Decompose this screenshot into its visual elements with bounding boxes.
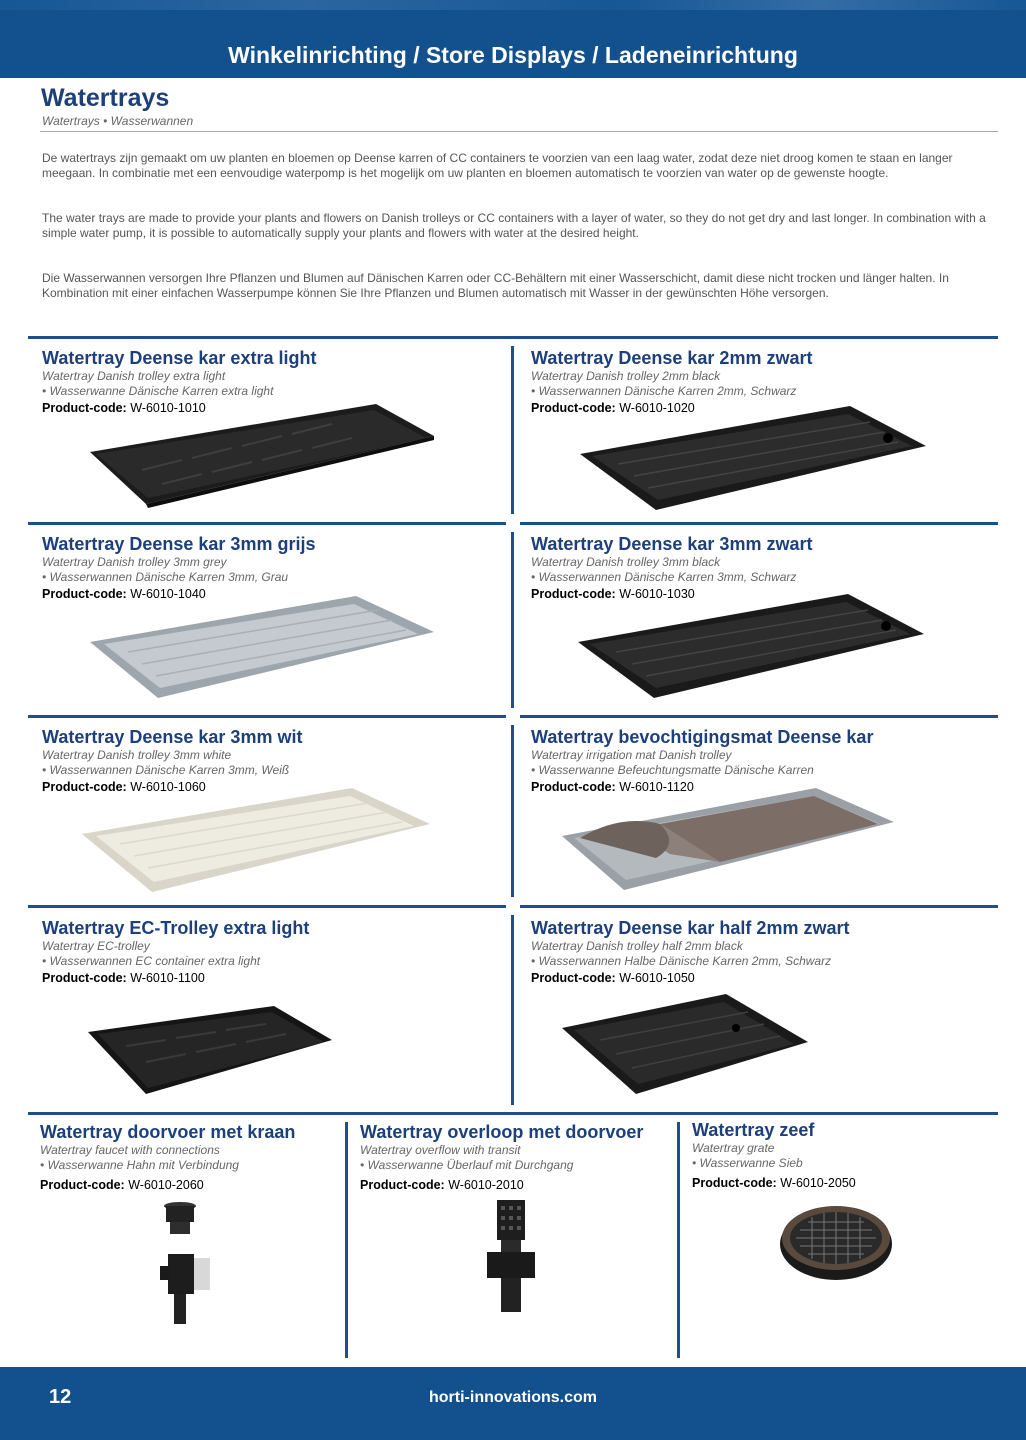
product-subtitle-de: • Wasserwanne Dänische Karren extra light [42,384,274,398]
product-code-label: Product-code: [531,780,616,794]
column-divider [511,346,514,514]
tray-white-image [80,784,435,896]
product-title: Watertray EC-Trolley extra light [42,918,310,938]
product-subtitle-de: • Wasserwanne Befeuchtungsmatte Dänische Karren [531,763,814,777]
product-card [42,918,309,985]
product-subtitle-en: Watertray Danish trolley 3mm white [42,748,232,762]
product-title: Watertray Deense kar 2mm zwart [531,348,813,368]
product-code: W-6010-1120 [619,780,694,794]
column-divider [511,725,514,897]
intro-english: The water trays are made to provide your plants and flowers on Danish trolleys or CC containers with a layer of water, so they do not get dry and last longer. In combination with a simple water pump, it is possible to automatically supply your plants and flowers with water at the desired height. [42,211,986,240]
tray-black-image [576,590,926,702]
product-subtitle-de: • Wasserwanne Hahn mit Verbindung [40,1158,239,1172]
page-number: 12 [49,1386,72,1408]
product-subtitle-en: Watertray Danish trolley extra light [42,369,226,383]
product-subtitle-en: Watertray Danish trolley half 2mm black [531,939,743,953]
product-code-label: Product-code: [692,1176,777,1190]
product-subtitle-de: • Wasserwanne Überlauf mit Durchgang [360,1158,574,1172]
product-subtitle-de: • Wasserwannen Dänische Karren 3mm, Schwarz [531,570,797,584]
product-code-line [40,1178,295,1192]
product-title: Watertray zeef [692,1120,815,1140]
product-subtitle-de: • Wasserwannen Halbe Dänische Karren 2mm, Schwarz [531,954,832,968]
section-divider [520,522,998,525]
product-title: Watertray overloop met doorvoer [360,1122,644,1142]
product-subtitle-en: Watertray grate [692,1141,775,1155]
footer-bar [0,1367,1026,1440]
product-code-label: Product-code: [42,971,127,985]
product-card [531,918,849,985]
product-code-label: Product-code: [531,971,616,985]
product-code: W-6010-2010 [448,1178,524,1192]
product-code: W-6010-1030 [619,587,695,601]
product-code: W-6010-1020 [619,401,695,415]
product-card [42,534,315,601]
product-subtitle-de: • Wasserwannen Dänische Karren 3mm, Grau [42,570,289,584]
product-code-label: Product-code: [531,401,616,415]
product-subtitle-de: • Wasserwannen EC container extra light [42,954,261,968]
product-code: W-6010-1040 [130,587,206,601]
product-subtitle-en: Watertray Danish trolley 3mm black [531,555,721,569]
product-code: W-6010-1100 [130,971,205,985]
product-code-label: Product-code: [42,780,127,794]
product-title: Watertray Deense kar extra light [42,348,317,368]
tray-grey-image [88,592,438,702]
product-code: W-6010-1060 [130,780,206,794]
tray-black-half-image [560,992,810,1096]
product-title: Watertray bevochtigingsmat Deense kar [531,727,874,747]
product-subtitle-en: Watertray Danish trolley 2mm black [531,369,721,383]
section-divider [28,1112,998,1115]
product-code-label: Product-code: [40,1178,125,1192]
section-divider [28,336,998,339]
header-bar [0,0,1026,78]
product-title: Watertray Deense kar 3mm wit [42,727,303,747]
page-title: Watertrays [41,84,170,112]
product-code-line [692,1176,856,1190]
column-divider [345,1122,348,1358]
product-code-line [42,971,309,985]
product-code: W-6010-1010 [130,401,206,415]
section-divider [520,905,998,908]
grate-image [778,1200,896,1282]
product-card [360,1122,643,1192]
column-divider [677,1122,680,1358]
header-title: Winkelinrichting / Store Displays / Ladeneinrichtung [228,42,798,68]
title-divider [40,131,998,132]
page-subtitle: Watertrays • Wasserwannen [42,114,194,128]
product-code-line [531,971,849,985]
product-subtitle-en: Watertray faucet with connections [40,1143,220,1157]
product-title: Watertray Deense kar half 2mm zwart [531,918,850,938]
column-divider [511,532,514,708]
product-code-label: Product-code: [531,587,616,601]
product-title: Watertray Deense kar 3mm zwart [531,534,813,554]
section-divider [28,715,506,718]
product-code: W-6010-1050 [619,971,695,985]
tray-black-thin-image [86,1004,336,1096]
product-code-line [360,1178,643,1192]
faucet-image [156,1200,216,1328]
product-subtitle-en: Watertray EC-trolley [42,939,150,953]
tray-mat-image [560,784,896,894]
website-link[interactable]: horti-innovations.com [429,1389,597,1406]
product-code-label: Product-code: [42,587,127,601]
product-card [40,1122,295,1192]
header-decoration [0,0,1026,10]
product-code: W-6010-2060 [128,1178,204,1192]
section-divider [28,905,506,908]
tray-black-thin-image [82,400,442,510]
intro-german: Die Wasserwannen versorgen Ihre Pflanzen und Blumen auf Dänischen Karren oder CC-Behältern mit einer Wasserschicht, damit diese nicht trocken und länger halten. In Kombination mit einer einfachen Wasserpumpe können Sie Ihre Pflanzen und Blumen automatisch mit Wasser in der gewünschten Höhe versorgen. [42,271,949,300]
column-divider [511,915,514,1105]
overflow-image [483,1198,543,1314]
product-subtitle-de: • Wasserwanne Sieb [692,1156,803,1170]
product-code-label: Product-code: [42,401,127,415]
product-title: Watertray Deense kar 3mm grijs [42,534,316,554]
section-divider [520,715,998,718]
product-subtitle-de: • Wasserwannen Dänische Karren 3mm, Weiß [42,763,290,777]
product-code: W-6010-2050 [780,1176,856,1190]
product-subtitle-en: Watertray irrigation mat Danish trolley [531,748,732,762]
product-code-label: Product-code: [360,1178,445,1192]
product-subtitle-en: Watertray Danish trolley 3mm grey [42,555,227,569]
product-title: Watertray doorvoer met kraan [40,1122,296,1142]
product-card [692,1120,856,1190]
product-subtitle-en: Watertray overflow with transit [360,1143,521,1157]
intro-dutch: De watertrays zijn gemaakt om uw planten en bloemen op Deense karren of CC containers te voorzien van een laag water, zodat deze niet droog komen te staan en langer meegaan. In combinatie met een eenvoudige waterpomp is het mogelijk om uw planten en bloemen automatisch te voorzien van water op de gewenste hoogte. [42,151,953,180]
tray-black-image [578,402,928,514]
section-divider [28,522,506,525]
product-subtitle-de: • Wasserwannen Dänische Karren 2mm, Schwarz [531,384,797,398]
